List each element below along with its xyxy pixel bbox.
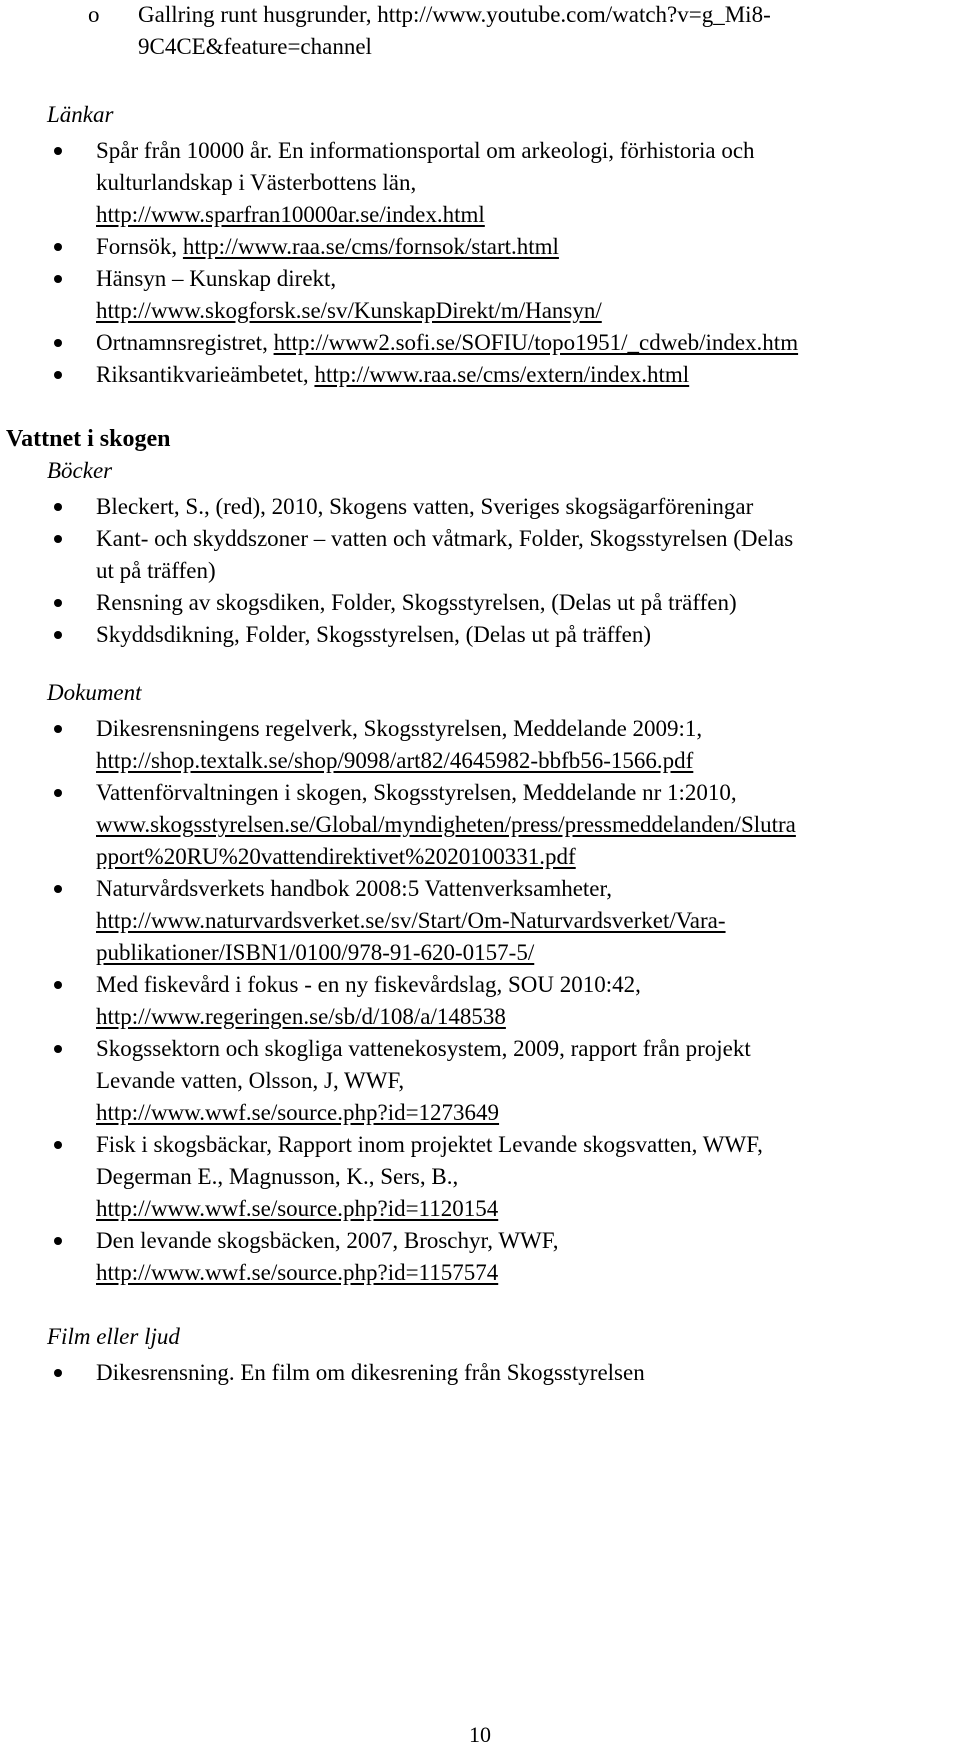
- subheading-film: Film eller ljud: [47, 1324, 180, 1349]
- item-link[interactable]: http://www.sparfran10000ar.se/index.html: [96, 202, 485, 227]
- link-line: [96, 810, 796, 840]
- link-line: [96, 938, 534, 968]
- bullet-icon: [54, 1237, 62, 1245]
- list-item: [96, 328, 798, 358]
- link-line: [96, 200, 485, 230]
- item-link[interactable]: http://www.wwf.se/source.php?id=1120154: [96, 1196, 499, 1221]
- item-link[interactable]: http://www.wwf.se/source.php?id=1157574: [96, 1260, 499, 1285]
- bullet-icon: [54, 1369, 62, 1377]
- section-heading-vattnet: Vattnet i skogen: [6, 426, 171, 452]
- list-item: Skyddsdikning, Folder, Skogsstyrelsen, (Delas ut på träffen): [96, 622, 652, 647]
- bullet-icon: [54, 631, 62, 639]
- list-item: Naturvårdsverkets handbok 2008:5 Vattenverksamheter,: [96, 876, 613, 901]
- bullet-icon: [54, 147, 62, 155]
- bullet-icon: [54, 599, 62, 607]
- item-link[interactable]: http://www.wwf.se/source.php?id=1273649: [96, 1100, 500, 1125]
- bullet-icon: [54, 503, 62, 511]
- item-link[interactable]: http://www.skogforsk.se/sv/KunskapDirekt/m/Hansyn/: [96, 298, 602, 323]
- item-link[interactable]: http://www.youtube.com/watch?v=g_Mi8-: [377, 2, 771, 27]
- item-link[interactable]: http://www.raa.se/cms/extern/index.html: [314, 362, 690, 387]
- list-item: [138, 0, 771, 30]
- list-item: [96, 360, 689, 390]
- item-link[interactable]: http://www2.sofi.se/SOFIU/topo1951/_cdweb/index.htm: [273, 330, 799, 355]
- list-item-continuation: ut på träffen): [96, 558, 216, 583]
- link-line: [96, 1194, 498, 1224]
- bullet-icon: [54, 981, 62, 989]
- list-item: Spår från 10000 år. En informationsportal om arkeologi, förhistoria och: [96, 138, 755, 163]
- item-link[interactable]: publikationer/ISBN1/0100/978-91-620-0157-5/: [96, 940, 535, 965]
- list-item: Kant- och skyddszoner – vatten och våtmark, Folder, Skogsstyrelsen (Delas: [96, 526, 794, 551]
- bullet-icon: [54, 371, 62, 379]
- list-item: Dikesrensningens regelverk, Skogsstyrelsen, Meddelande 2009:1,: [96, 716, 703, 741]
- bullet-icon: [54, 885, 62, 893]
- circle-bullet-icon: o: [88, 2, 100, 27]
- subheading-bocker: Böcker: [47, 458, 113, 483]
- bullet-icon: [54, 275, 62, 283]
- list-item-continuation: kulturlandskap i Västerbottens län,: [96, 170, 417, 195]
- subheading-dokument: Dokument: [47, 680, 142, 705]
- list-item: Bleckert, S., (red), 2010, Skogens vatten, Sveriges skogsägarföreningar: [96, 494, 754, 519]
- bullet-icon: [54, 535, 62, 543]
- list-item-continuation: Degerman E., Magnusson, K., Sers, B.,: [96, 1164, 459, 1189]
- bullet-icon: [54, 243, 62, 251]
- item-link[interactable]: 9C4CE&feature=channel: [138, 34, 372, 59]
- item-link[interactable]: http://www.naturvardsverket.se/sv/Start/Om-Naturvardsverket/Vara-: [96, 908, 726, 933]
- list-item: Dikesrensning. En film om dikesrening från Skogsstyrelsen: [96, 1360, 645, 1385]
- link-line: [96, 296, 602, 326]
- link-line: [96, 1258, 498, 1288]
- bullet-icon: [54, 339, 62, 347]
- list-item: Skogssektorn och skogliga vattenekosystem, 2009, rapport från projekt: [96, 1036, 751, 1061]
- list-item: Den levande skogsbäcken, 2007, Broschyr, WWF,: [96, 1228, 559, 1253]
- item-link[interactable]: http://shop.textalk.se/shop/9098/art82/4645982-bbfb56-1566.pdf: [96, 748, 694, 773]
- link-line: [96, 746, 693, 776]
- item-text: Gallring runt husgrunder,: [138, 2, 378, 27]
- link-line: [96, 1098, 499, 1128]
- item-link[interactable]: http://www.raa.se/cms/fornsok/start.html: [182, 234, 559, 259]
- link-line: [96, 906, 726, 936]
- bullet-icon: [54, 1141, 62, 1149]
- item-link[interactable]: http://www.regeringen.se/sb/d/108/a/148538: [96, 1004, 506, 1029]
- link-line: [96, 842, 576, 872]
- list-item: Med fiskevård i fokus - en ny fiskevårdslag, SOU 2010:42,: [96, 972, 641, 997]
- item-link[interactable]: www.skogsstyrelsen.se/Global/myndigheten/press/pressmeddelanden/Slutra: [96, 812, 796, 837]
- item-text: Fornsök,: [96, 234, 183, 259]
- list-item: Hänsyn – Kunskap direkt,: [96, 266, 337, 291]
- item-text: Riksantikvarieämbetet,: [96, 362, 315, 387]
- item-text: Ortnamnsregistret,: [96, 330, 274, 355]
- list-item: [96, 232, 559, 262]
- link-continuation: [138, 32, 372, 62]
- item-link[interactable]: pport%20RU%20vattendirektivet%2020100331.pdf: [96, 844, 576, 869]
- link-line: [96, 1002, 506, 1032]
- bullet-icon: [54, 725, 62, 733]
- bullet-icon: [54, 1045, 62, 1053]
- list-item: Rensning av skogsdiken, Folder, Skogsstyrelsen, (Delas ut på träffen): [96, 590, 737, 615]
- list-item: Vattenförvaltningen i skogen, Skogsstyrelsen, Meddelande nr 1:2010,: [96, 780, 737, 805]
- list-item-continuation: Levande vatten, Olsson, J, WWF,: [96, 1068, 405, 1093]
- page-number: 10: [469, 1722, 491, 1747]
- list-item: Fisk i skogsbäckar, Rapport inom projektet Levande skogsvatten, WWF,: [96, 1132, 763, 1157]
- bullet-icon: [54, 789, 62, 797]
- section-heading-lankar: Länkar: [47, 102, 114, 127]
